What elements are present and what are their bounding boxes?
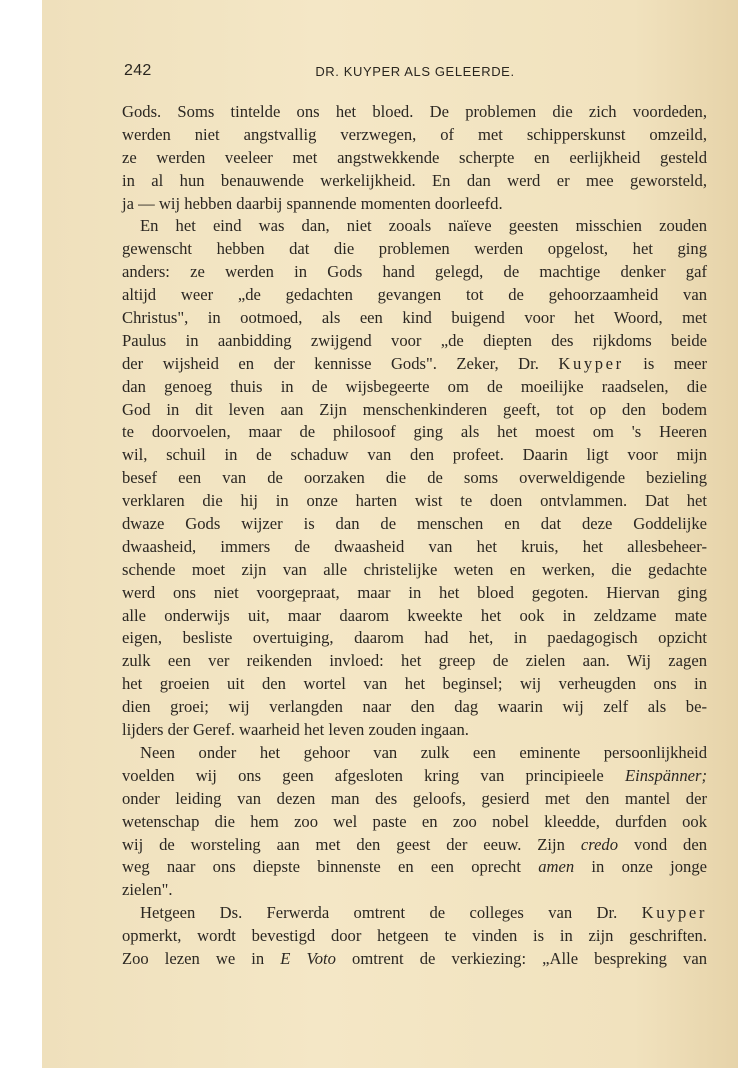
text-line [122,902,707,925]
text-line: gewenscht hebben dat die problemen werden opgelost, het ging [122,239,707,259]
text-line: altijd weer „de gedachten gevangen tot de gehoorzaamheid van [122,285,707,305]
text-line: zulk een ver reikenden invloed: het greep de zielen aan. Wij zagen [122,651,707,671]
text-line: Neen onder het gehoor van zulk een eminente persoonlijkheid [140,742,707,762]
paragraph [122,742,707,902]
text-line: verklaren die hij in onze harten wist te doen ontvlammen. Dat het [122,491,707,511]
spaced-name: Kuyper [641,903,707,923]
text-line [122,948,707,971]
text-line: besef een van de oorzaken die de soms overweldigende bezieling [122,468,707,488]
text-line: zielen". [122,880,173,900]
text-segment: is meer [643,353,707,373]
text-line: in al hun benauwende werkelijkheid. En dan werd er mee geworsteld, [122,170,707,190]
paragraph [122,215,707,741]
text-line [122,765,707,788]
body-text [122,101,707,971]
text-line [122,856,707,879]
text-segment: voelden wij ons geen afgesloten kring van principieele [122,765,604,785]
text-line: ja — wij hebben daarbij spannende momenten doorleefd. [122,193,503,213]
text-line: Christus", in ootmoed, als een kind buigend voor het Woord, met [122,308,707,328]
text-line [122,353,707,376]
text-line: onder leiding van dezen man des geloofs, gesierd met den mantel der [122,788,707,808]
text-line: werden niet angstvallig verzwegen, of met schipperskunst omzeild, [122,124,707,144]
text-segment: Hetgeen Ds. Ferwerda omtrent de colleges van Dr. [140,903,618,923]
italic-term: Einspänner; [624,765,707,785]
text-line: lijders der Geref. waarheid het leven zouden ingaan. [122,720,469,740]
text-segment: wij de worsteling aan met den geest der eeuw. Zijn [122,834,565,854]
text-line: Paulus in aanbidding zwijgend voor „de diepten des rijkdoms beide [122,330,707,350]
text-segment: omtrent de verkiezing: „Alle bespreking van [352,948,707,968]
text-segment: Zoo lezen we in [122,948,265,968]
text-line: Gods. Soms tintelde ons het bloed. De problemen die zich voordeden, [122,102,707,121]
text-line: werd ons niet voorgepraat, maar in het bloed gegoten. Hiervan ging [122,582,707,602]
text-segment: in onze jonge [591,857,707,877]
italic-title: E Voto [280,948,336,968]
text-line: te doorvoelen, maar de philosoof ging als het moest om 's Heeren [122,422,707,442]
text-line: alle onderwijs uit, maar daarom kweekte het ook in zeldzame mate [122,605,707,625]
text-segment: der wijsheid en der kennisse Gods". Zeker, Dr. [122,353,539,373]
running-head: DR. KUYPER ALS GELEERDE. [315,64,515,79]
text-line: eigen, besliste overtuiging, daarom had het, in paedagogisch opzicht [122,628,707,648]
text-line [122,834,707,857]
text-line: opmerkt, wordt bevestigd door hetgeen te vinden is in zijn geschriften. [122,926,707,946]
text-segment: weg naar ons diepste binnenste en een oprecht [122,857,521,877]
text-line: En het eind was dan, niet zooals naïeve geesten misschien zouden [140,216,707,236]
text-line: ze werden veeleer met angstwekkende scherpte en eerlijkheid gesteld [122,147,707,167]
paragraph [122,902,707,971]
text-line: God in dit leven aan Zijn menschenkinderen geeft, tot op den bodem [122,399,707,419]
text-segment: vond den [633,834,707,854]
text-line: dwaze Gods wijzer is dan de menschen en dat deze Goddelijke [122,514,707,534]
text-line: wil, schuil in de schaduw van den profeet. Daarin ligt voor mijn [122,445,707,465]
page-header [124,62,706,86]
text-line: dien groei; wij verlangden naar den dag waarin wij zelf als be- [122,697,707,717]
book-page [42,0,738,1068]
paragraph [122,101,707,215]
text-line: schende moet zijn van alle christelijke weten en werken, die gedachte [122,559,707,579]
spaced-name: Kuyper [558,353,624,373]
text-line: anders: ze werden in Gods hand gelegd, de machtige denker gaf [122,262,707,282]
italic-term: credo [580,834,619,854]
page-number: 242 [124,62,152,79]
text-line: het groeien uit den wortel van het beginsel; wij verheugden ons in [122,674,707,694]
text-line: dan genoeg thuis in de wijsbegeerte om de moeilijke raadselen, die [122,376,707,396]
italic-term: amen [538,857,575,877]
text-line: dwaasheid, immers de dwaasheid van het kruis, het allesbeheer- [122,536,707,556]
text-line: wetenschap die hem zoo wel paste en zoo nobel kleedde, durfden ook [122,811,707,831]
